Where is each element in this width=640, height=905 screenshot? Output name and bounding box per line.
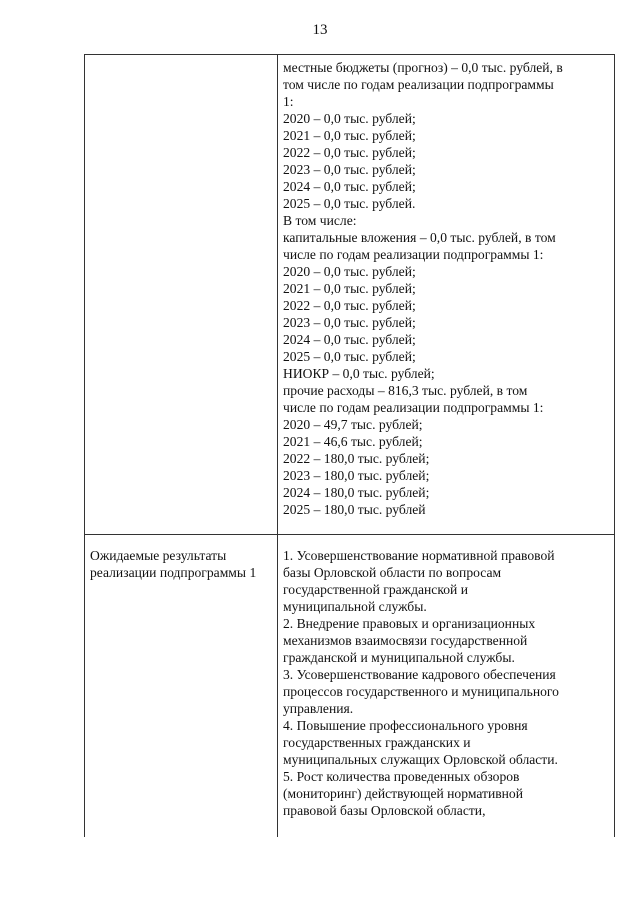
result-item (283, 768, 611, 819)
funding-line: 2021 – 46,6 тыс. рублей; (283, 434, 423, 449)
funding-line: НИОКР – 0,0 тыс. рублей; (283, 366, 435, 381)
funding-line: 2020 – 0,0 тыс. рублей; (283, 264, 416, 279)
result-item-line: правовой базы Орловской области, (283, 803, 486, 818)
funding-line: капитальные вложения – 0,0 тыс. рублей, в том (283, 230, 556, 245)
funding-line: 2025 – 0,0 тыс. рублей. (283, 196, 416, 211)
funding-lines (283, 59, 611, 518)
table-row-results (85, 535, 615, 838)
funding-line: 2024 – 180,0 тыс. рублей; (283, 485, 430, 500)
funding-line: 2020 – 0,0 тыс. рублей; (283, 111, 416, 126)
funding-line: 2021 – 0,0 тыс. рублей; (283, 281, 416, 296)
result-item-line: 1. Усовершенствование нормативной правовой (283, 548, 555, 563)
result-item-line: муниципальных служащих Орловской области. (283, 752, 558, 767)
funding-line: 2022 – 0,0 тыс. рублей; (283, 145, 416, 160)
funding-line: 2025 – 180,0 тыс. рублей (283, 502, 426, 517)
result-item-line: 5. Рост количества проведенных обзоров (283, 769, 520, 784)
table-row-funding (85, 55, 615, 535)
funding-line: прочие расходы – 816,3 тыс. рублей, в том (283, 383, 528, 398)
funding-line: 2021 – 0,0 тыс. рублей; (283, 128, 416, 143)
result-item (283, 547, 611, 615)
funding-line: 2023 – 180,0 тыс. рублей; (283, 468, 430, 483)
funding-line: том числе по годам реализации подпрограммы (283, 77, 554, 92)
funding-line: 2024 – 0,0 тыс. рублей; (283, 179, 416, 194)
funding-cell (278, 55, 615, 535)
funding-line: 1: (283, 94, 294, 109)
results-label-line-2: реализации подпрограммы 1 (90, 565, 257, 580)
results-label-line-1: Ожидаемые результаты (90, 548, 227, 563)
result-item-line: 4. Повышение профессионального уровня (283, 718, 528, 733)
results-label-cell (85, 535, 278, 838)
funding-line: числе по годам реализации подпрограммы 1: (283, 247, 544, 262)
result-item-line: 2. Внедрение правовых и организационных (283, 616, 536, 631)
result-item-line: управления. (283, 701, 354, 716)
funding-line: 2023 – 0,0 тыс. рублей; (283, 162, 416, 177)
passport-table (84, 54, 615, 837)
result-item-line: процессов государственного и муниципального (283, 684, 559, 699)
result-item (283, 615, 611, 666)
funding-line: 2022 – 0,0 тыс. рублей; (283, 298, 416, 313)
funding-line: 2020 – 49,7 тыс. рублей; (283, 417, 423, 432)
funding-line: 2022 – 180,0 тыс. рублей; (283, 451, 430, 466)
result-item (283, 717, 611, 768)
funding-line: 2023 – 0,0 тыс. рублей; (283, 315, 416, 330)
page-number: 13 (312, 22, 328, 38)
funding-line: 2024 – 0,0 тыс. рублей; (283, 332, 416, 347)
empty-label-cell (85, 55, 278, 535)
results-list (283, 547, 611, 819)
result-item-line: механизмов взаимосвязи государственной (283, 633, 528, 648)
result-item-line: государственной гражданской и (283, 582, 468, 597)
funding-line: местные бюджеты (прогноз) – 0,0 тыс. рублей, в (283, 60, 563, 75)
funding-line: 2025 – 0,0 тыс. рублей; (283, 349, 416, 364)
result-item (283, 666, 611, 717)
result-item-line: гражданской и муниципальной службы. (283, 650, 515, 665)
result-item-line: государственных гражданских и (283, 735, 471, 750)
results-content-cell (278, 535, 615, 838)
result-item-line: 3. Усовершенствование кадрового обеспечения (283, 667, 556, 682)
funding-line: числе по годам реализации подпрограммы 1: (283, 400, 544, 415)
funding-line: В том числе: (283, 213, 357, 228)
result-item-line: базы Орловской области по вопросам (283, 565, 502, 580)
result-item-line: (мониторинг) действующей нормативной (283, 786, 523, 801)
result-item-line: муниципальной службы. (283, 599, 427, 614)
